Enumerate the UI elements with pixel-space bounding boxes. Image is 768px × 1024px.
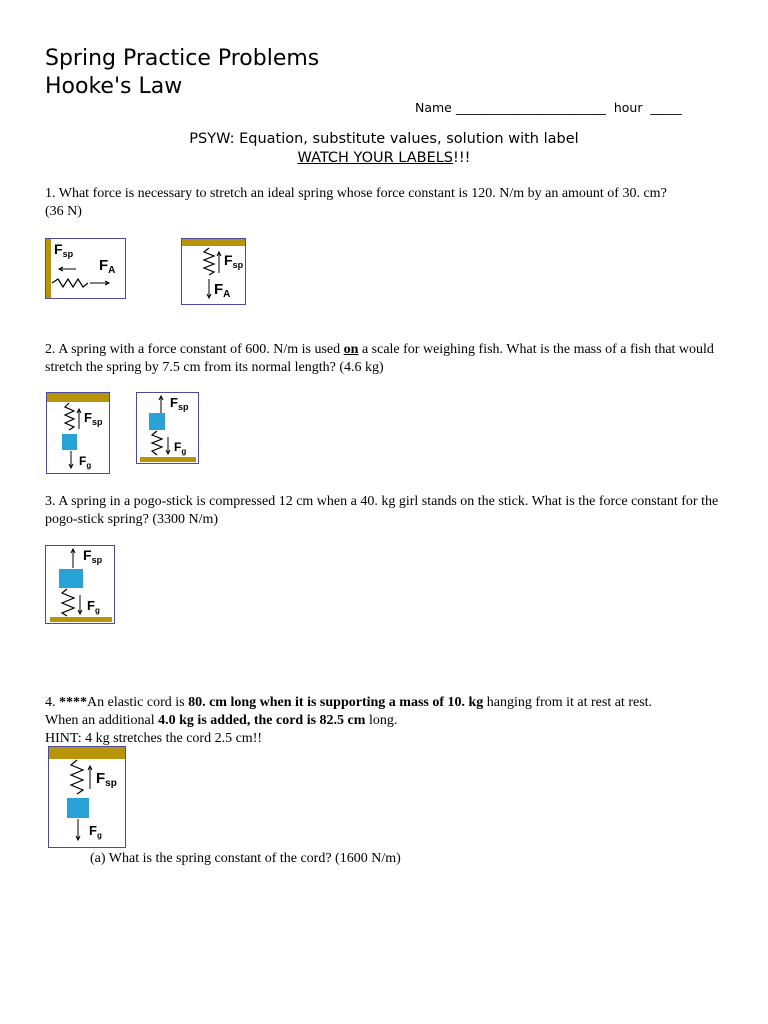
question-1-answer: (36 N): [45, 204, 82, 219]
title-line-1: Spring Practice Problems: [45, 46, 320, 71]
title-line-2: Hooke's Law: [45, 74, 183, 99]
f-sp-label: $F_{sp}$: [170, 395, 189, 412]
question-3: 3. A spring in a pogo-stick is compressed 12 cm when a 40. kg girl stands on the stick. What is the force constant for the pogo-stick spring? (3300 N/m): [45, 494, 719, 527]
f-g-label: $F_g$: [89, 823, 102, 840]
f-sp-label: $F_{sp}$: [54, 241, 74, 259]
spring-zigzag: [71, 760, 83, 794]
figure-hanging-spring: [181, 238, 246, 305]
spring-zigzag: [152, 431, 162, 455]
figure-pogo-spring: [45, 545, 115, 624]
spring-zigzag: [52, 279, 88, 287]
question-2-text-cont: a scale for weighing fish. What is the mass of a fish that would stretch the spring by 7.5 cm from its normal length? (4.6 kg): [45, 342, 714, 375]
question-4-line-2: When an additional 4.0 kg is added, the cord is 82.5 cm long.: [45, 713, 398, 728]
ceiling-bar: [47, 393, 109, 402]
question-4-bold-1: 80. cm long when it is supporting a mass of 10. kg: [188, 695, 484, 710]
f-a-label: $F_A$: [214, 281, 231, 300]
f-sp-label: $F_{sp}$: [83, 547, 103, 565]
figure-hanging-mass: [46, 392, 110, 474]
question-4-hint: HINT: 4 kg stretches the cord 2.5 cm!!: [45, 731, 263, 746]
f-g-label: $F_g$: [174, 440, 187, 456]
question-2-text: 2. A spring with a force constant of 600. N/m is used: [45, 342, 344, 357]
question-1-text: 1. What force is necessary to stretch an ideal spring whose force constant is 120. N/m by an amount of 30. cm?: [45, 186, 667, 201]
spring-zigzag: [204, 248, 214, 275]
figure-elastic-cord: [48, 746, 126, 848]
name-hour-line: [415, 100, 682, 115]
mass-block: [62, 434, 77, 450]
f-g-label: $F_g$: [87, 598, 100, 615]
mass-block: [59, 569, 83, 588]
watch-labels-underlined: WATCH YOUR LABELS: [297, 150, 454, 166]
f-sp-label: $F_{sp}$: [224, 252, 244, 270]
wall-bar: [46, 239, 51, 298]
f-sp-label: $F_{sp}$: [96, 770, 117, 789]
name-blank: ________________________: [455, 100, 606, 115]
watch-labels-suffix: !!!: [453, 150, 471, 166]
f-g-label: $F_g$: [79, 454, 92, 470]
f-a-label: $F_A$: [99, 257, 116, 276]
figure-horizontal-spring: [45, 238, 126, 299]
question-1: [45, 185, 735, 221]
ceiling-bar: [49, 747, 125, 759]
question-4-bold-2: 4.0 kg is added, the cord is 82.5 cm: [158, 713, 366, 728]
floor-bar: [50, 617, 112, 622]
hour-blank: _____: [650, 100, 682, 115]
question-2-emphasis: on: [343, 342, 359, 357]
instructions-line-1: PSYW: Equation, substitute values, solution with label: [189, 131, 579, 147]
f-sp-label: $F_{sp}$: [84, 410, 103, 427]
hour-label: hour: [613, 100, 643, 115]
spring-zigzag: [62, 589, 74, 616]
name-label: Name: [415, 100, 452, 115]
figure-compressed-spring: [136, 392, 199, 464]
ceiling-bar: [182, 239, 245, 246]
question-4: [45, 694, 735, 748]
spring-zigzag: [65, 403, 74, 430]
mass-block: [67, 798, 89, 818]
mass-block: [149, 413, 165, 430]
question-4-stars: ****: [59, 695, 87, 710]
instructions-line-2: [0, 150, 768, 166]
question-4-part-a: (a) What is the spring constant of the cord? (1600 N/m): [90, 851, 401, 866]
question-4-line-1: 4. ****An elastic cord is 80. cm long when it is supporting a mass of 10. kg hanging from it at rest at rest.: [45, 695, 653, 710]
question-2: [45, 341, 735, 377]
floor-bar: [140, 457, 196, 462]
